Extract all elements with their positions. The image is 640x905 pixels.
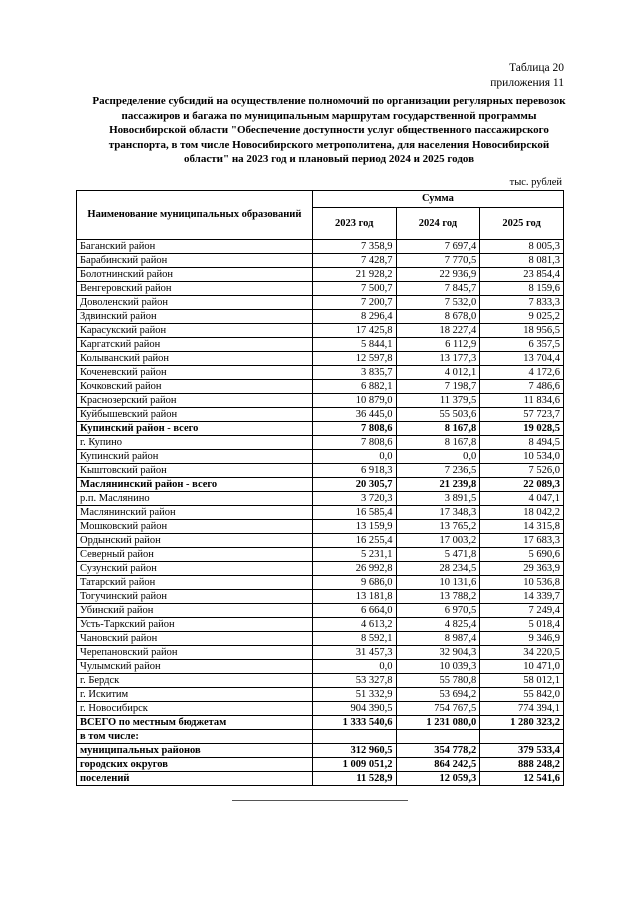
row-value-2024: 11 379,5 [396,394,480,408]
appendix-number: приложения 11 [490,77,564,89]
row-value-2024: 13 177,3 [396,352,480,366]
row-value-2025: 14 339,7 [480,590,564,604]
row-value-2024: 53 694,2 [396,688,480,702]
row-value-2023: 13 181,8 [312,590,396,604]
row-value-2023: 0,0 [312,660,396,674]
row-value-2025: 5 018,4 [480,618,564,632]
row-value-2024: 7 770,5 [396,254,480,268]
row-value-2025: 8 005,3 [480,240,564,254]
row-value-2023: 36 445,0 [312,408,396,422]
row-value-2024: 0,0 [396,450,480,464]
row-value-2024: 55 503,6 [396,408,480,422]
table-row [77,646,564,660]
row-value-2025: 12 541,6 [480,772,564,786]
row-value-2023: 7 808,6 [312,422,396,436]
row-name: Здвинский район [77,310,313,324]
table-row [77,268,564,282]
row-value-2023: 8 592,1 [312,632,396,646]
row-value-2025: 9 025,2 [480,310,564,324]
row-value-2023: 3 835,7 [312,366,396,380]
row-value-2025: 7 833,3 [480,296,564,310]
row-value-2024: 8 987,4 [396,632,480,646]
row-value-2024: 7 236,5 [396,464,480,478]
table-row [77,758,564,772]
column-header-2023: 2023 год [312,208,396,240]
row-value-2023: 1 333 540,6 [312,716,396,730]
row-name: Баганский район [77,240,313,254]
table-number: Таблица 20 [509,62,564,74]
row-name: Куйбышевский район [77,408,313,422]
row-value-2025: 23 854,4 [480,268,564,282]
row-value-2023: 13 159,9 [312,520,396,534]
row-value-2025: 57 723,7 [480,408,564,422]
table-row [77,674,564,688]
row-value-2023 [312,730,396,744]
row-name: г. Новосибирск [77,702,313,716]
table-row [77,688,564,702]
column-header-sum: Сумма [312,191,563,208]
row-value-2023: 51 332,9 [312,688,396,702]
row-value-2023: 7 500,7 [312,282,396,296]
row-value-2023: 3 720,3 [312,492,396,506]
row-value-2025: 18 956,5 [480,324,564,338]
row-name: Тогучинский район [77,590,313,604]
row-value-2024: 4 825,4 [396,618,480,632]
row-name: г. Купино [77,436,313,450]
row-value-2025: 888 248,2 [480,758,564,772]
table-row [77,702,564,716]
row-value-2024: 13 788,2 [396,590,480,604]
row-value-2024: 8 678,0 [396,310,480,324]
table-row [77,436,564,450]
row-name: Сузунский район [77,562,313,576]
table-row [77,422,564,436]
row-value-2023: 5 231,1 [312,548,396,562]
row-value-2023: 9 686,0 [312,576,396,590]
row-name: муниципальных районов [77,744,313,758]
row-value-2024: 55 780,8 [396,674,480,688]
row-value-2023: 0,0 [312,450,396,464]
row-name: Карасукский район [77,324,313,338]
table-body [77,240,564,786]
row-value-2023: 6 882,1 [312,380,396,394]
row-name: ВСЕГО по местным бюджетам [77,716,313,730]
row-value-2023: 31 457,3 [312,646,396,660]
row-value-2025: 29 363,9 [480,562,564,576]
row-name: городских округов [77,758,313,772]
row-value-2025: 13 704,4 [480,352,564,366]
row-value-2024: 21 239,8 [396,478,480,492]
row-value-2025: 7 526,0 [480,464,564,478]
row-name: Каргатский район [77,338,313,352]
column-header-2025: 2025 год [480,208,564,240]
table-row [77,562,564,576]
units-label: тыс. рублей [509,177,562,188]
row-value-2024: 28 234,5 [396,562,480,576]
row-value-2024: 4 012,1 [396,366,480,380]
row-value-2023: 7 200,7 [312,296,396,310]
document-title: Распределение субсидий на осуществление полномочий по организации регулярных перевозок пассажиров и багажа по муниципальным маршрутам государственной программы Новосибирской области "Обеспечение доступности услуг общественного пассажирского транспорта, в том числе Новосибирского метрополитена, для населения Новосибирской области" на 2023 год и плановый период 2024 и 2025 годов [92,95,566,166]
row-value-2025: 4 047,1 [480,492,564,506]
row-name: Мошковский район [77,520,313,534]
row-name: Болотнинский район [77,268,313,282]
row-value-2023: 5 844,1 [312,338,396,352]
row-value-2025: 774 394,1 [480,702,564,716]
row-value-2024: 10 131,6 [396,576,480,590]
table-row [77,632,564,646]
row-value-2025: 22 089,3 [480,478,564,492]
row-name: поселений [77,772,313,786]
row-value-2024: 18 227,4 [396,324,480,338]
row-value-2025: 379 533,4 [480,744,564,758]
row-value-2024: 5 471,8 [396,548,480,562]
row-value-2024 [396,730,480,744]
row-value-2023: 11 528,9 [312,772,396,786]
table-row [77,604,564,618]
row-value-2023: 7 358,9 [312,240,396,254]
row-value-2025: 1 280 323,2 [480,716,564,730]
row-value-2024: 7 198,7 [396,380,480,394]
row-name: Коченевский район [77,366,313,380]
row-value-2023: 312 960,5 [312,744,396,758]
row-value-2025: 7 486,6 [480,380,564,394]
row-value-2025: 14 315,8 [480,520,564,534]
row-value-2023: 10 879,0 [312,394,396,408]
row-value-2025: 5 690,6 [480,548,564,562]
table-row [77,296,564,310]
table-row [77,730,564,744]
footer-divider [232,800,408,801]
table-row [77,310,564,324]
row-value-2024: 354 778,2 [396,744,480,758]
row-name: Краснозерский район [77,394,313,408]
row-value-2023: 16 585,4 [312,506,396,520]
table-row [77,352,564,366]
row-value-2023: 6 918,3 [312,464,396,478]
row-name: Маслянинский район [77,506,313,520]
table-row [77,240,564,254]
table-row [77,716,564,730]
table-row [77,478,564,492]
row-value-2023: 6 664,0 [312,604,396,618]
row-name: Купинский район - всего [77,422,313,436]
row-value-2024: 7 845,7 [396,282,480,296]
row-name: Татарский район [77,576,313,590]
row-value-2025: 8 081,3 [480,254,564,268]
table-row [77,366,564,380]
subsidy-table [76,190,564,786]
row-value-2023: 4 613,2 [312,618,396,632]
row-value-2025: 11 834,6 [480,394,564,408]
table-row [77,394,564,408]
row-value-2023: 17 425,8 [312,324,396,338]
row-name: г. Бердск [77,674,313,688]
row-name: Маслянинский район - всего [77,478,313,492]
row-value-2025: 58 012,1 [480,674,564,688]
row-value-2025: 34 220,5 [480,646,564,660]
row-name: Доволенский район [77,296,313,310]
row-value-2025: 55 842,0 [480,688,564,702]
row-value-2023: 26 992,8 [312,562,396,576]
row-value-2024: 10 039,3 [396,660,480,674]
row-value-2024: 3 891,5 [396,492,480,506]
table-row [77,464,564,478]
row-value-2023: 16 255,4 [312,534,396,548]
row-value-2024: 6 112,9 [396,338,480,352]
row-value-2024: 32 904,3 [396,646,480,660]
row-value-2025 [480,730,564,744]
row-value-2024: 7 697,4 [396,240,480,254]
table-row [77,590,564,604]
table-row [77,408,564,422]
row-value-2023: 904 390,5 [312,702,396,716]
table-row [77,534,564,548]
row-value-2025: 17 683,3 [480,534,564,548]
row-name: Черепановский район [77,646,313,660]
table-row [77,450,564,464]
row-value-2024: 8 167,8 [396,436,480,450]
row-value-2023: 7 428,7 [312,254,396,268]
row-value-2025: 10 534,0 [480,450,564,464]
row-value-2024: 7 532,0 [396,296,480,310]
row-value-2024: 22 936,9 [396,268,480,282]
table-reference [490,61,564,91]
table-row [77,282,564,296]
row-value-2024: 12 059,3 [396,772,480,786]
row-name: в том числе: [77,730,313,744]
table-row [77,618,564,632]
row-value-2024: 13 765,2 [396,520,480,534]
row-value-2023: 20 305,7 [312,478,396,492]
row-name: Купинский район [77,450,313,464]
row-name: Венгеровский район [77,282,313,296]
table-row [77,506,564,520]
row-value-2024: 6 970,5 [396,604,480,618]
row-value-2025: 10 536,8 [480,576,564,590]
row-value-2023: 21 928,2 [312,268,396,282]
row-value-2025: 6 357,5 [480,338,564,352]
row-value-2024: 8 167,8 [396,422,480,436]
column-header-name: Наименование муниципальных образований [77,191,313,240]
row-value-2023: 7 808,6 [312,436,396,450]
row-name: Колыванский район [77,352,313,366]
row-name: Чулымский район [77,660,313,674]
table-row [77,324,564,338]
row-name: г. Искитим [77,688,313,702]
row-name: р.п. Маслянино [77,492,313,506]
row-name: Усть-Таркский район [77,618,313,632]
row-value-2025: 8 159,6 [480,282,564,296]
table-row [77,254,564,268]
row-value-2023: 1 009 051,2 [312,758,396,772]
table-row [77,548,564,562]
row-value-2023: 53 327,8 [312,674,396,688]
table-row [77,380,564,394]
row-name: Чановский район [77,632,313,646]
table-row [77,338,564,352]
row-value-2025: 10 471,0 [480,660,564,674]
row-value-2024: 17 348,3 [396,506,480,520]
row-value-2023: 12 597,8 [312,352,396,366]
row-value-2023: 8 296,4 [312,310,396,324]
row-value-2025: 18 042,2 [480,506,564,520]
table-row [77,660,564,674]
column-header-2024: 2024 год [396,208,480,240]
row-value-2025: 4 172,6 [480,366,564,380]
row-value-2024: 754 767,5 [396,702,480,716]
row-value-2025: 7 249,4 [480,604,564,618]
table-row [77,744,564,758]
row-value-2024: 864 242,5 [396,758,480,772]
row-name: Кочковский район [77,380,313,394]
row-value-2025: 19 028,5 [480,422,564,436]
row-name: Кыштовский район [77,464,313,478]
row-name: Убинский район [77,604,313,618]
table-row [77,576,564,590]
table-row [77,520,564,534]
row-name: Барабинский район [77,254,313,268]
table-row [77,492,564,506]
row-value-2024: 1 231 080,0 [396,716,480,730]
row-name: Северный район [77,548,313,562]
row-name: Ордынский район [77,534,313,548]
row-value-2025: 9 346,9 [480,632,564,646]
row-value-2025: 8 494,5 [480,436,564,450]
row-value-2024: 17 003,2 [396,534,480,548]
table-row [77,772,564,786]
